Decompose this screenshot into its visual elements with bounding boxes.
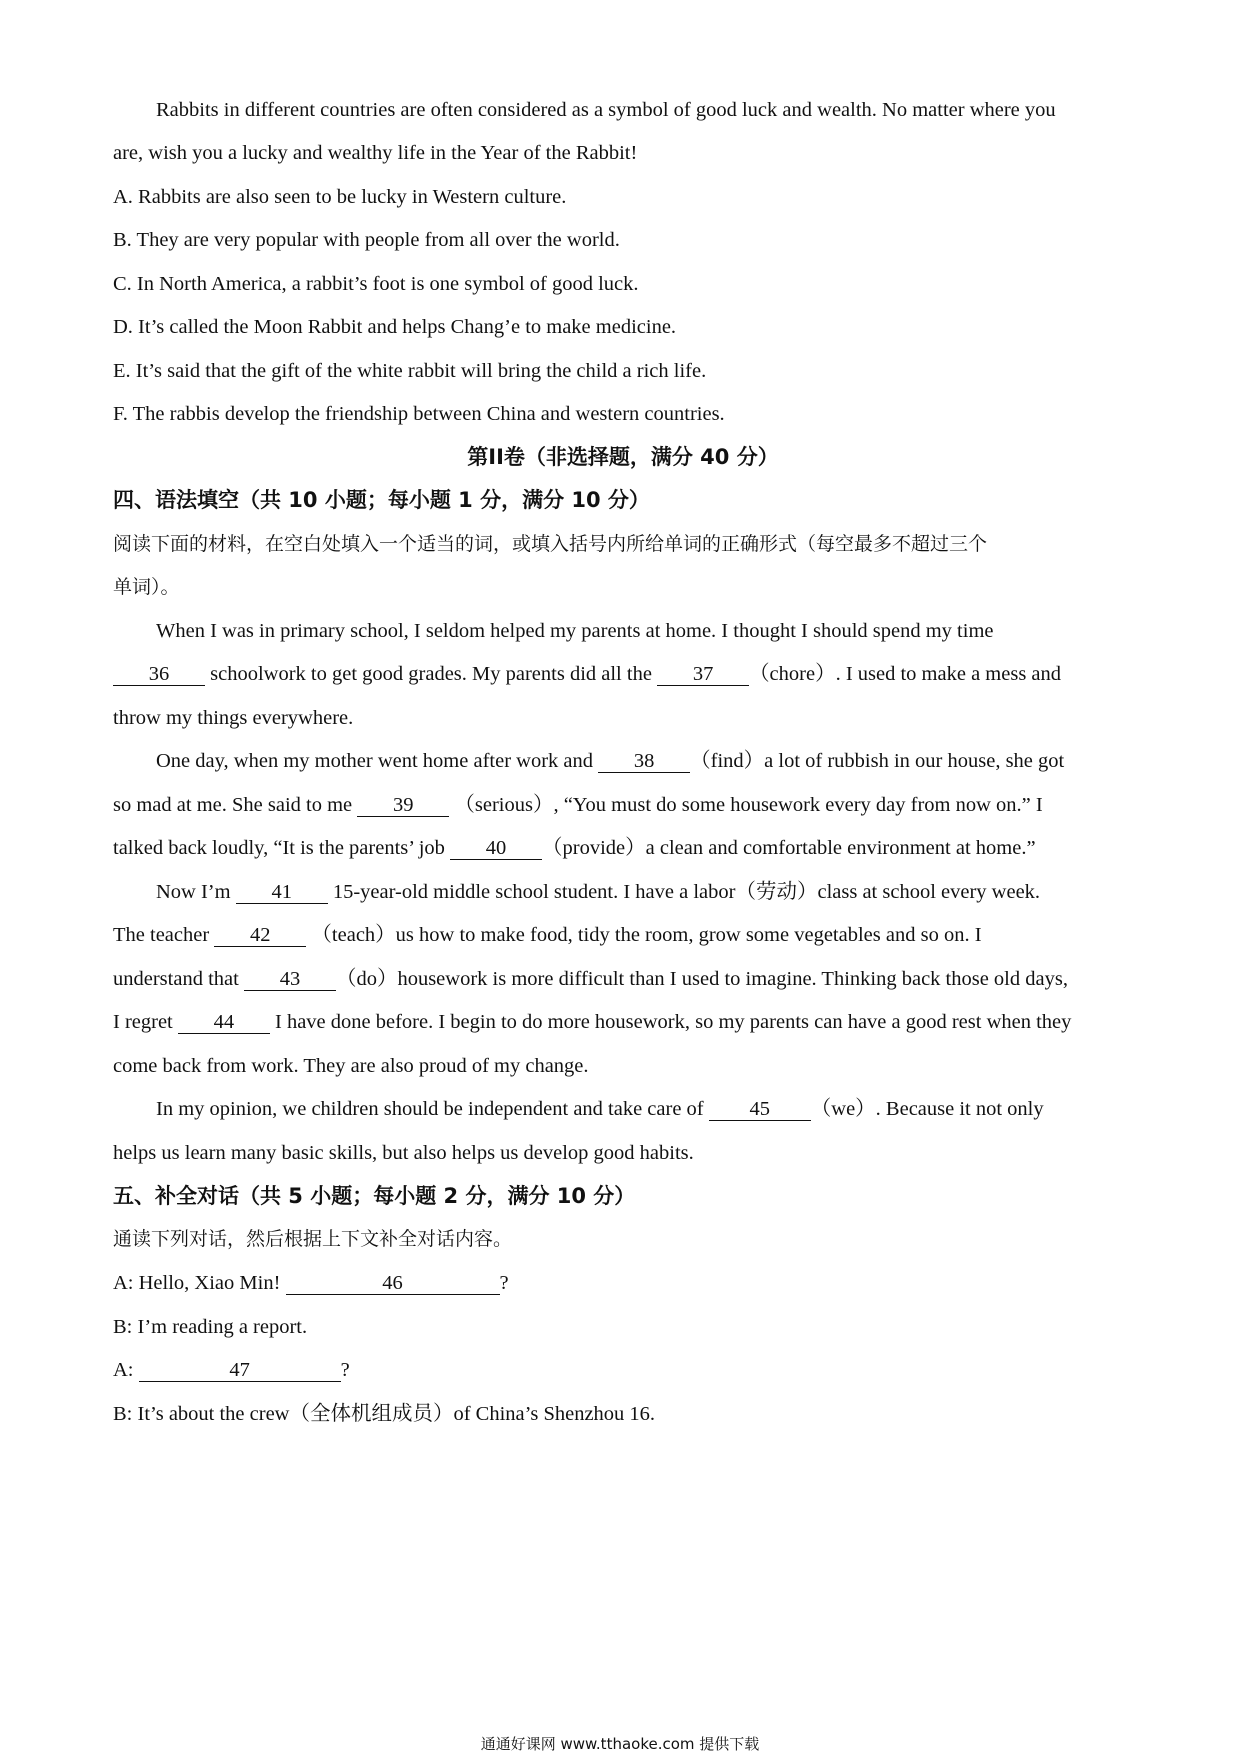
paragraph-line: helps us learn many basic skills, but also helps us develop good habits.: [113, 1142, 694, 1164]
text: （find）a lot of rubbish in our house, she got: [690, 750, 1065, 772]
text: One day, when my mother went home after work and: [156, 750, 599, 772]
text: （serious）, “You must do some housework every day from now on.” I: [449, 794, 1043, 816]
text: I regret: [113, 1011, 178, 1033]
text: 15-year-old middle school student. I have a labor（劳动）class at school every week.: [327, 881, 1041, 903]
section4-heading: 四、语法填空（共 10 小题；每小题 1 分，满分 10 分）: [113, 488, 650, 512]
text: （provide）a clean and comfortable environment at home.”: [542, 837, 1036, 859]
text: ?: [499, 1272, 509, 1294]
dialogue-line: [113, 1273, 509, 1295]
paragraph-line: When I was in primary school, I seldom helped my parents at home. I thought I should spend my time: [156, 620, 994, 642]
blank-45[interactable]: 45: [709, 1099, 811, 1121]
text: A: Hello, Xiao Min!: [113, 1272, 286, 1294]
option-a: A. Rabbits are also seen to be lucky in Western culture.: [113, 186, 567, 208]
text: understand that: [113, 968, 244, 990]
option-e: E. It’s said that the gift of the white rabbit will bring the child a rich life.: [113, 360, 707, 382]
text: so mad at me. She said to me: [113, 794, 358, 816]
text: （teach）us how to make food, tidy the room, grow some vegetables and so on. I: [306, 924, 982, 946]
footer-watermark: 通通好课网 www.tthaoke.com 提供下载: [480, 1735, 760, 1753]
dialogue-line: B: It’s about the crew（全体机组成员）of China’s Shenzhou 16.: [113, 1403, 656, 1425]
text: （chore）. I used to make a mess and: [749, 663, 1062, 685]
option-d: D. It’s called the Moon Rabbit and helps Chang’e to make medicine.: [113, 316, 677, 338]
text: （we）. Because it not only: [810, 1098, 1044, 1120]
paragraph-line: [156, 1099, 1044, 1121]
dialogue-line: B: I’m reading a report.: [113, 1316, 308, 1338]
text: I have done before. I begin to do more housework, so my parents can have a good rest when they: [269, 1011, 1072, 1033]
volume-title: 第II卷（非选择题，满分 40 分）: [467, 445, 779, 469]
blank-39[interactable]: 39: [357, 795, 449, 817]
text: （do）housework is more difficult than I used to imagine. Thinking back those old days,: [335, 968, 1068, 990]
blank-46[interactable]: 46: [286, 1273, 500, 1295]
text: A:: [113, 1359, 139, 1381]
section4-instruction: 阅读下面的材料，在空白处填入一个适当的词，或填入括号内所给单词的正确形式（每空最多不超过三个: [113, 533, 988, 555]
section5-heading: 五、补全对话（共 5 小题；每小题 2 分，满分 10 分）: [113, 1184, 636, 1208]
section5-instruction: 通读下列对话，然后根据上下文补全对话内容。: [113, 1228, 513, 1250]
text: The teacher: [113, 924, 215, 946]
blank-44[interactable]: 44: [178, 1012, 270, 1034]
option-c: C. In North America, a rabbit’s foot is one symbol of good luck.: [113, 273, 639, 295]
text: Now I’m: [156, 881, 236, 903]
paragraph-line: [113, 1012, 1071, 1034]
blank-36[interactable]: 36: [113, 664, 205, 686]
blank-40[interactable]: 40: [450, 838, 542, 860]
passage-line: are, wish you a lucky and wealthy life in the Year of the Rabbit!: [113, 142, 638, 164]
paragraph-line: [156, 882, 1040, 904]
paragraph-line: [113, 925, 982, 947]
passage-line: Rabbits in different countries are often considered as a symbol of good luck and wealth. No matter where you: [156, 99, 1056, 121]
paragraph-line: [156, 751, 1064, 773]
section4-instruction: 单词）。: [113, 576, 180, 598]
paragraph-line: [113, 838, 1036, 860]
paragraph-line: come back from work. They are also proud of my change.: [113, 1055, 589, 1077]
paragraph-line: [113, 664, 1061, 686]
text: In my opinion, we children should be independent and take care of: [156, 1098, 709, 1120]
paragraph-line: [113, 969, 1068, 991]
blank-42[interactable]: 42: [214, 925, 306, 947]
blank-37[interactable]: 37: [657, 664, 749, 686]
blank-38[interactable]: 38: [598, 751, 690, 773]
blank-41[interactable]: 41: [236, 882, 328, 904]
blank-43[interactable]: 43: [244, 969, 336, 991]
dialogue-line: [113, 1360, 350, 1382]
paragraph-line: [113, 795, 1043, 817]
paragraph-line: throw my things everywhere.: [113, 707, 354, 729]
text: schoolwork to get good grades. My parents did all the: [205, 663, 658, 685]
text: ?: [340, 1359, 350, 1381]
option-f: F. The rabbis develop the friendship between China and western countries.: [113, 403, 725, 425]
blank-47[interactable]: 47: [139, 1360, 341, 1382]
option-b: B. They are very popular with people from all over the world.: [113, 229, 620, 251]
text: talked back loudly, “It is the parents’ job: [113, 837, 451, 859]
